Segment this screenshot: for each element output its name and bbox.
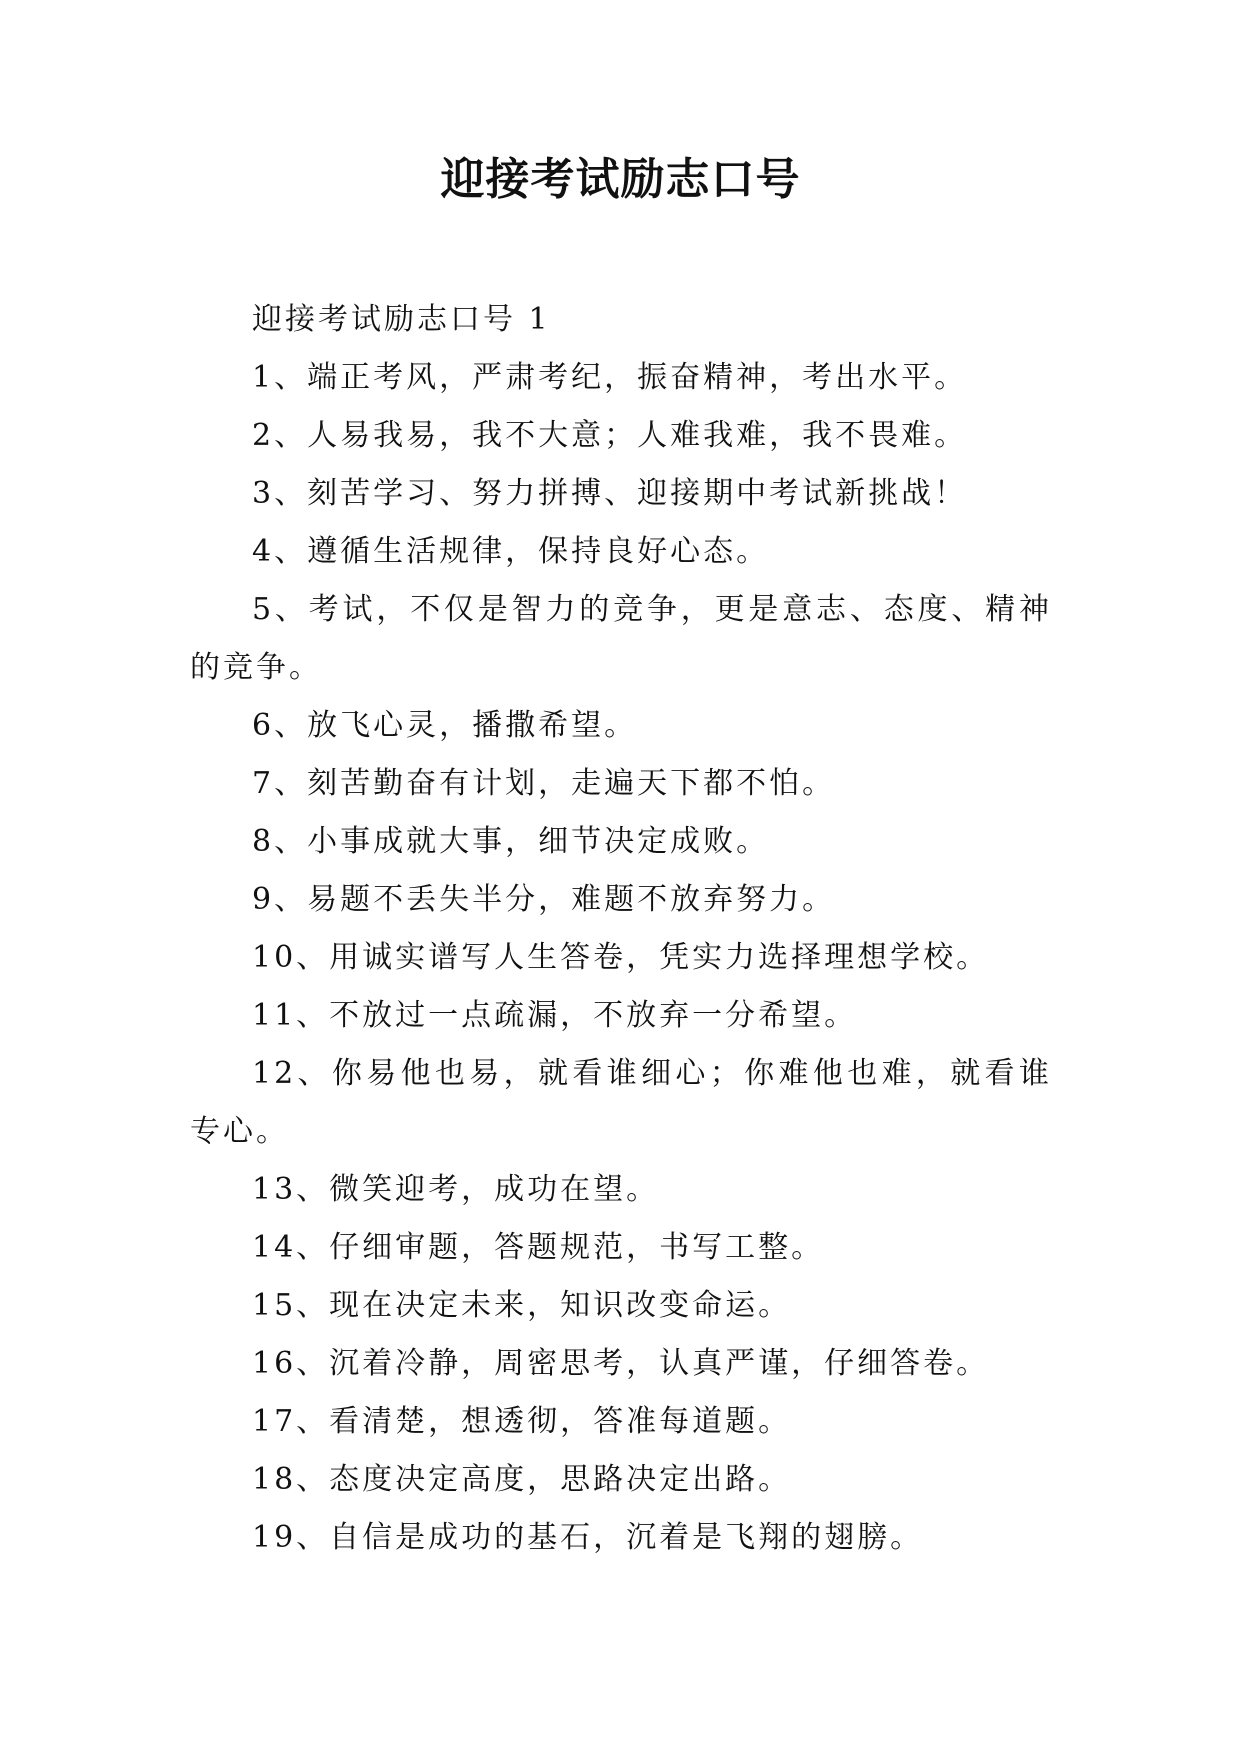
slogan-item: 10、用诚实谱写人生答卷，凭实力选择理想学校。 (252, 940, 990, 975)
slogan-item: 2、人易我易，我不大意；人难我难，我不畏难。 (252, 418, 968, 453)
slogan-item: 9、易题不丢失半分，难题不放弃努力。 (252, 882, 836, 917)
slogan-item: 19、自信是成功的基石，沉着是飞翔的翅膀。 (252, 1520, 924, 1555)
slogan-item: 14、仔细审题，答题规范，书写工整。 (252, 1230, 825, 1265)
slogan-item: 13、微笑迎考，成功在望。 (252, 1172, 660, 1207)
slogan-item: 6、放飞心灵，播撒希望。 (252, 708, 638, 743)
slogan-item: 1、端正考风，严肃考纪，振奋精神，考出水平。 (252, 360, 968, 395)
slogan-item: 3、刻苦学习、努力拼搏、迎接期中考试新挑战！ (252, 476, 968, 511)
slogan-item: 7、刻苦勤奋有计划，走遍天下都不怕。 (252, 766, 836, 801)
slogan-item: 4、遵循生活规律，保持良好心态。 (252, 534, 770, 569)
section-heading: 迎接考试励志口号 1 (252, 302, 551, 337)
slogan-item: 18、态度决定高度，思路决定出路。 (252, 1462, 792, 1497)
slogan-item: 5、考试，不仅是智力的竞争，更是意志、态度、精神的竞争。 (190, 592, 1052, 685)
document-title: 迎接考试励志口号 (440, 154, 801, 205)
document-body (190, 291, 1052, 1567)
slogan-item: 8、小事成就大事，细节决定成败。 (252, 824, 770, 859)
slogan-item: 15、现在决定未来，知识改变命运。 (252, 1288, 792, 1323)
slogan-item: 11、不放过一点疏漏，不放弃一分希望。 (252, 998, 858, 1033)
slogan-item: 16、沉着冷静，周密思考，认真严谨，仔细答卷。 (252, 1346, 990, 1381)
slogan-item: 12、你易他也易，就看谁细心；你难他也难，就看谁专心。 (190, 1056, 1052, 1149)
slogan-item: 17、看清楚，想透彻，答准每道题。 (252, 1404, 792, 1439)
